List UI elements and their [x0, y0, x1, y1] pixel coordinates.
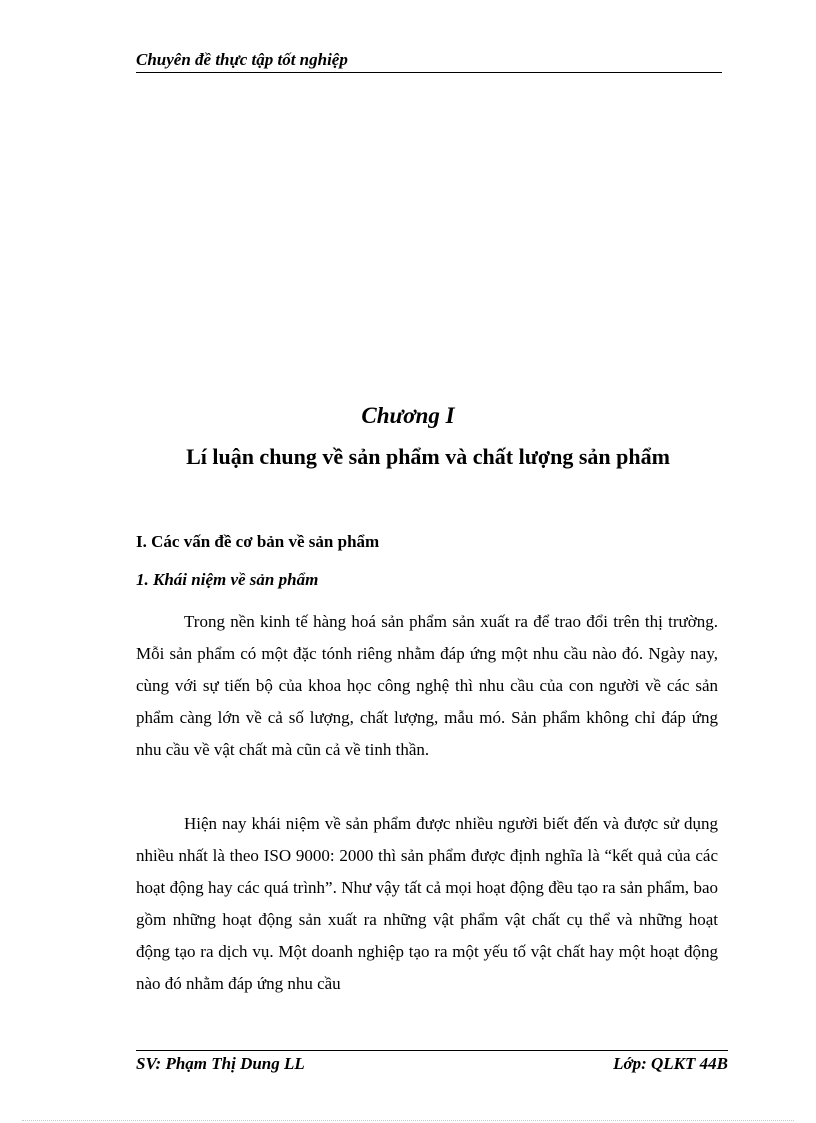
footer-class: Lớp: QLKT 44B — [613, 1054, 728, 1073]
body-paragraph-2: Hiện nay khái niệm về sản phẩm được nhiều người biết đến và được sử dụng nhiều nhất là theo ISO 9000: 2000 thì sản phẩm được định nghĩa là “kết quả của các hoạt động hay các quá trình”. Như vậy tất cả mọi hoạt động đều tạo ra sản phẩm, bao gồm những hoạt động sản xuất ra những vật phẩm vật chất cụ thể và những hoạt động tạo ra dịch vụ. Một doanh nghiệp tạo ra một yếu tố vật chất hay một hoạt động nào đó nhằm đáp ứng nhu cầu — [136, 814, 718, 993]
chapter-label: Chương I — [361, 403, 455, 428]
subsection-heading: 1. Khái niệm về sản phẩm — [136, 570, 319, 589]
body-paragraph-1: Trong nền kinh tế hàng hoá sản phẩm sản xuất ra để trao đổi trên thị trường. Mỗi sản phẩm có một đặc tónh riêng nhằm đáp ứng một nhu cầu nào đó. Ngày nay, cùng với sự tiến bộ của khoa học công nghệ thì nhu cầu của con người về các sản phẩm càng lớn về cả số lượng, chất lượng, mẫu mó. Sản phẩm không chỉ đáp ứng nhu cầu về vật chất mà cũn cả về tinh thần. — [136, 612, 718, 759]
chapter-title: Lí luận chung về sản phẩm và chất lượng sản phẩm — [186, 444, 670, 469]
section-heading: I. Các vấn đề cơ bản về sản phẩm — [136, 532, 380, 551]
page-header — [136, 48, 722, 73]
header-title: Chuyên đề thực tập tốt nghiệp — [136, 50, 348, 69]
footer-divider — [136, 1050, 728, 1051]
page-bottom-edge — [22, 1120, 794, 1121]
footer-student-name: SV: Phạm Thị Dung LL — [136, 1054, 305, 1073]
